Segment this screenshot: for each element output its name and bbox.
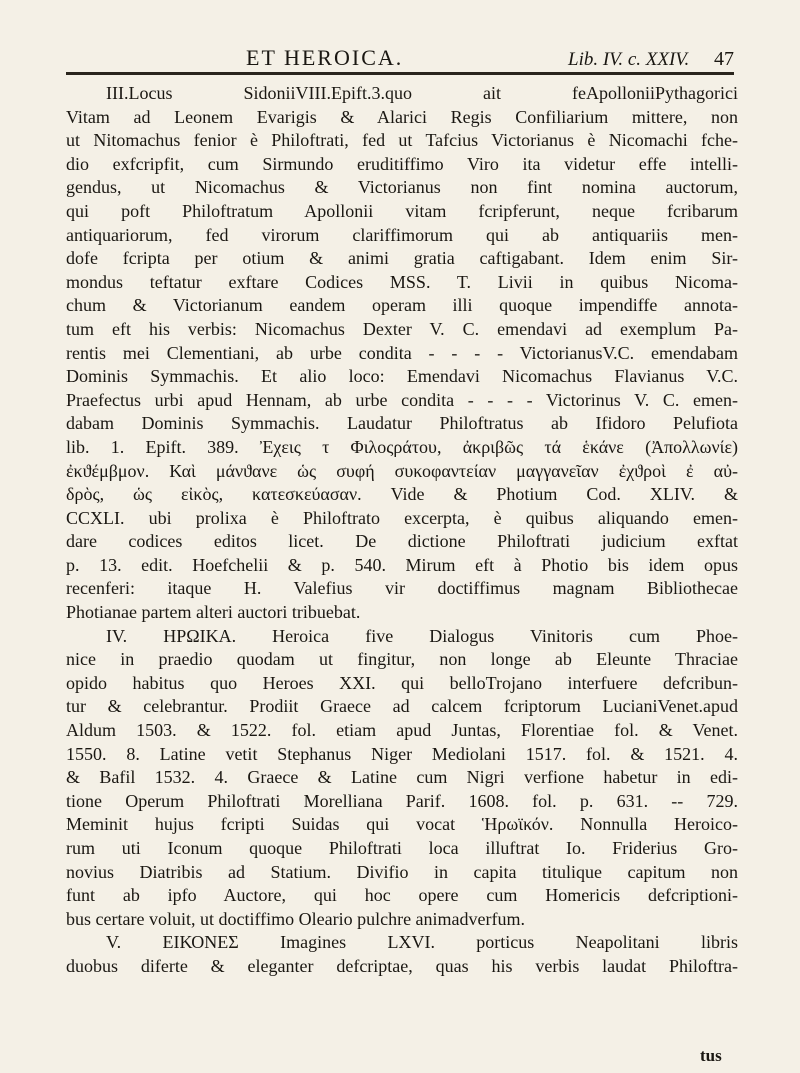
text-line: Aldum 1503. & 1522. fol. etiam apud Juntas, Florentiae fol. & Venet.	[66, 720, 738, 741]
text-line: 1550. 8. Latine vetit Stephanus Niger Mediolani 1517. fol. & 1521. 4.	[66, 743, 738, 764]
text-line: rentis mei Clementiani, ab urbe condita - - - - VictorianusV.C. emendabam	[66, 342, 738, 363]
text-line: Meminit hujus fcripti Suidas qui vocat Ἡρωϊκόν. Nonnulla Heroico-	[66, 814, 738, 835]
running-head-book-chapter: Lib. IV. c. XXIV.	[568, 49, 690, 70]
text-line: III.Locus SidoniiVIII.Epift.3.quo ait feApolloniiPythagorici	[106, 83, 738, 103]
body-text	[66, 82, 738, 979]
running-head-title: ET HEROICA.	[246, 45, 404, 70]
text-line: recenferi: itaque H. Valefius vir doctiffimus magnam Bibliothecae	[66, 578, 738, 599]
text-line: Vitam ad Leonem Evarigis & Alarici Regis Confiliarium mittere, non	[66, 106, 738, 127]
text-line: CCXLI. ubi prolixa è Philoftrato excerpta, è quibus aliquando emen-	[66, 507, 738, 528]
text-line: tione Operum Philoftrati Morelliana Parif. 1608. fol. p. 631. -- 729.	[66, 790, 738, 811]
text-line: IV. ΗΡΩΙΚΑ. Heroica five Dialogus Vinitoris cum Phoe-	[106, 625, 738, 646]
text-line: rum uti Iconum quoque Philoftrati loca illuftrat Io. Friderius Gro-	[66, 838, 738, 858]
text-line: antiquariorum, fed virorum clariffimorum qui ab antiquariis men-	[66, 224, 738, 245]
text-line: Dominis Symmachis. Et alio loco: Emendavi Nicomachus Flavianus V.C.	[66, 366, 738, 387]
greek-text-line: ἐκϑέμβμον. Καὶ μάνϑανε ὡς συφή συκοφαντείαν μαγγανεῖαν ἐχϑροὶ ἐ αὐ-	[66, 460, 738, 481]
text-line: mondus teftatur exftare Codices MSS. T. Livii in quibus Nicoma-	[66, 271, 738, 292]
text-line: & Bafil 1532. 4. Graece & Latine cum Nigri verfione habetur in edi-	[66, 767, 738, 788]
text-line: bus certare voluit, ut doctiffimo Oleario pulchre animadverfum.	[66, 908, 526, 929]
text-line: funt ab ipfo Auctore, qui hoc opere cum Homericis defcriptioni-	[66, 885, 738, 906]
text-line: V. ΕΙΚΟΝΕΣ Imagines LXVI. porticus Neapolitani libris	[106, 932, 738, 953]
text-line: Photianae partem alteri auctori tribuebat.	[66, 602, 361, 623]
text-line: ut Nitomachus fenior è Philoftrati, fed ut Tafcius Victorianus è Nicomachi fche-	[66, 130, 738, 151]
text-line: δρὸς, ὡς εἰκὸς, κατεσκεύασαν. Vide & Photium Cod. XLIV. &	[66, 484, 738, 505]
page-number: 47	[714, 48, 734, 70]
text-line: dabam Dominis Symmachis. Laudatur Philoftratus ab Ifidoro Pelufiota	[66, 413, 738, 434]
text-line: tum eft his verbis: Nicomachus Dexter V. C. emendavi ad exemplum Pa-	[66, 318, 738, 339]
running-head	[0, 22, 800, 70]
text-line: tur & celebrantur. Prodiit Graece ad calcem fcriptorum LucianiVenet.apud	[66, 696, 738, 717]
text-line: chum & Victorianum eandem operam illi quoque impendiffe annota-	[66, 295, 738, 316]
text-line: novius Diatribis ad Statium. Divifio in capita titulique capitum non	[66, 861, 738, 882]
text-line: p. 13. edit. Hoefchelii & p. 540. Mirum eft à Photio bis idem opus	[66, 554, 738, 575]
text-line: Praefectus urbi apud Hennam, ab urbe condita - - - - Victorinus V. C. emen-	[66, 389, 738, 410]
text-line: dofe fcripta per otium & animi gratia caftigabant. Idem enim Sir-	[66, 248, 738, 269]
text-line: qui poft Philoftratum Apollonii vitam fcripferunt, neque fcribarum	[66, 200, 738, 221]
header-rule	[66, 72, 734, 75]
text-line: opido habitus quo Heroes XXI. qui belloTrojano interfuere defcribun-	[66, 672, 738, 693]
text-line: nice in praedio quodam ut fingitur, non longe ab Eleunte Thraciae	[66, 649, 738, 670]
text-line: dare codices editos licet. De dictione Philoftrati judicium exftat	[66, 531, 738, 552]
text-line: dio exfcripfit, cum Sirmundo eruditiffimo Viro ita videtur effe intelli-	[66, 153, 738, 174]
catchword: tus	[700, 1046, 722, 1065]
text-line: duobus diferte & eleganter defcriptae, quas his verbis laudat Philoftra-	[66, 955, 738, 976]
greek-text-line: lib. 1. Epift. 389. Ἐχεις τ Φιλοςράτου, ἀκριβῶς τά ἑκάνε (Ἀπολλωνίε)	[66, 436, 738, 457]
text-line: gendus, ut Nicomachus & Victorianus non fint nomina auctorum,	[66, 177, 738, 198]
